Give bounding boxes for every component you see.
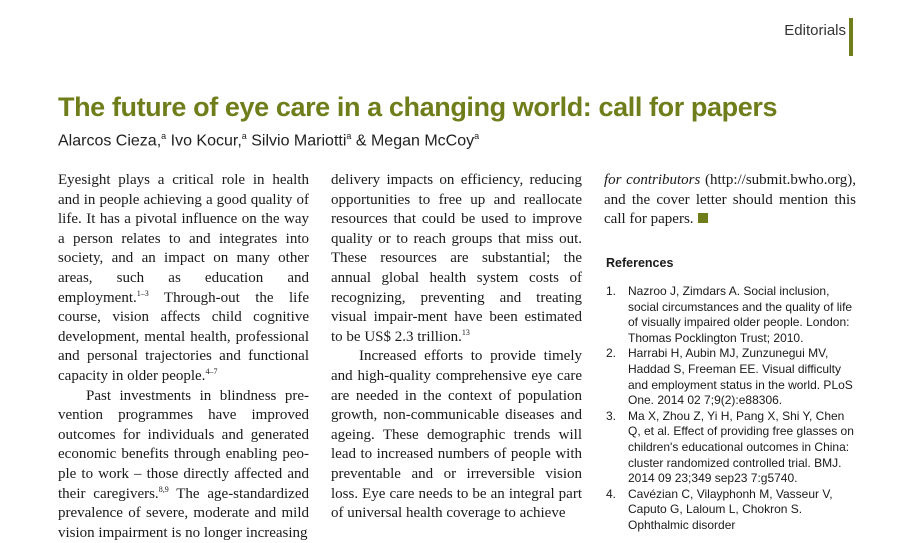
reference-item [604,487,860,534]
body-column-1 [58,171,309,543]
reference-number: 2. [606,346,617,361]
reference-text: Ma X, Zhou Z, Yi H, Pang X, Shi Y, Chen Q, et al. Effect of providing free glasses on children's educational outcomes in China: cluster randomized controlled trial. BMJ. 2014 09 23;349 sep23 7:g5740. [628,408,854,486]
end-of-article-mark [698,213,708,223]
references-list [604,284,860,534]
author-name: & Megan McCoy [355,132,475,150]
reference-item [604,346,860,408]
paragraph [58,171,309,387]
article-title: The future of eye care in a changing world: call for papers [58,92,778,122]
paragraph-text: Past investments in blindness pre-vention programmes have improved outcomes for individuals and generated economic benefits through enabling peo-ple to work – those directly affected and their caregivers. [58,387,309,502]
paragraph-text: Through-out the life course, vision affects child cognitive development, mental health, professional and personal trajectories and functional capacity in older people. [58,289,309,384]
references-heading: References [606,256,674,270]
author-name: Silvio Mariotti [251,132,347,150]
reference-item [604,284,860,346]
reference-number: 4. [606,486,617,501]
paragraph [331,171,582,347]
body-column-3 [604,171,856,230]
author-name: Alarcos Cieza, [58,132,162,150]
paragraph-text: The age-standardized prevalence of severe, moderate and mild vision impairment is no longer increasing [58,485,309,541]
reference-number: 3. [606,408,617,423]
citation: 4–7 [205,366,218,376]
author-affiliation: a [346,131,352,141]
paragraph [58,387,309,543]
reference-item [604,409,860,487]
section-label: Editorials [784,22,846,39]
paragraph: Increased efforts to provide timely and high-quality comprehensive eye care are needed in the context of population growth, non-communicable diseases and ageing. These demographic trends will lead to increased numbers of people with preventable and or irreversible vision loss. Eye care needs to be an integral part of universal health coverage to achieve [331,348,582,522]
author-line [58,131,479,150]
paragraph [604,171,856,230]
reference-text: Nazroo J, Zimdars A. Social inclusion, social circumstances and the quality of life of visually impaired older people. London: Thomas Pocklington Trust; 2010. [628,284,853,345]
author-affiliation: a [241,131,247,141]
reference-text: Cavézian C, Vilayphonh M, Vasseur V, Caputo G, Laloum L, Chokron S. Ophthalmic disorder [628,486,833,532]
reference-text: Harrabi H, Aubin MJ, Zunzunegui MV, Haddad S, Freeman EE. Visual difficulty and employment status in the world. PLoS One. 2014 02 7;9(2):e88306. [628,346,853,408]
citation: 13 [461,327,470,337]
author-affiliation: a [161,131,167,141]
italic-text: for contributors [604,172,701,188]
body-column-2 [331,171,582,524]
reference-number: 1. [606,284,617,298]
section-accent-bar [849,18,853,56]
author-name: Ivo Kocur, [170,132,242,150]
citation: 1–3 [136,288,149,298]
paragraph-text: (http://submit.bwho.org), and the cover letter should mention this call for papers. [604,172,856,228]
author-affiliation: a [474,131,480,141]
paragraph-text: Eyesight plays a critical role in health and in people achieving a good quality of life. It has a pivotal influence on the way a person relates to and integrates into society, and an impact on many other areas, such as education and employment. [58,172,309,306]
paragraph-text: delivery impacts on efficiency, reducing opportunities to free up and reallocate resources that could be used to improve quality or to reach groups that miss out. These resources are substantial; the annual global health system costs of recognizing, preventing and treating visual impair-ment have been estimated to be US$ 2.3 trillion. [331,172,582,345]
citation: 8,9 [158,484,169,494]
